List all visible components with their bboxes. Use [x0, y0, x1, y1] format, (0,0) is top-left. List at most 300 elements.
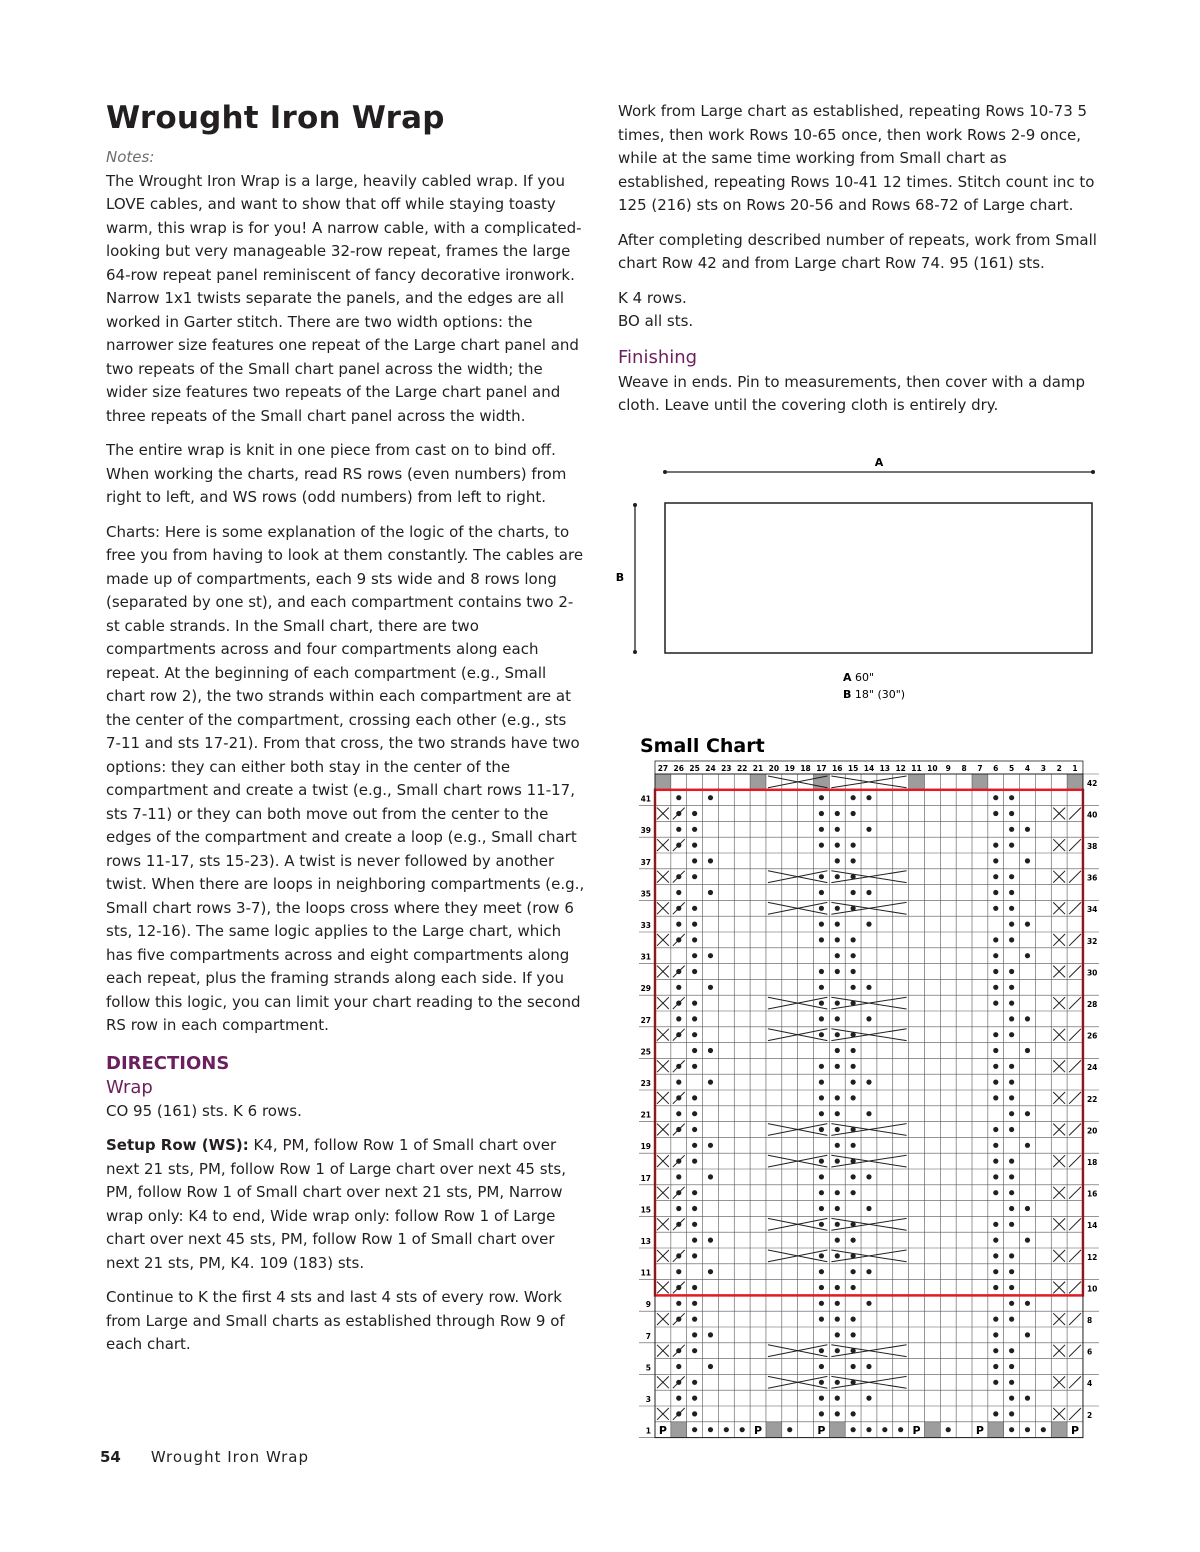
- purl-dot: [692, 874, 697, 879]
- page-footer: [100, 1448, 309, 1466]
- purl-dot: [819, 1127, 824, 1132]
- purl-dot: [835, 827, 840, 832]
- purl-dot: [835, 1016, 840, 1021]
- charts-explanation-paragraph: Charts: Here is some explanation of the logic of the charts, to free you from having to look at them constantly. The cables are made up of compartments, each 9 sts wide and 8 rows long (separated by one st), and each compartment contains two 2-st cable strands. In the Small chart, there are two compartments across and four compartments along each repeat. At the beginning of each compartment (e.g., Small chart row 2), the two strands within each compartment are at the center of the compartment, crossing each other (e.g., sts 7-11 and sts 17-21). From that cross, the two strands have two options: they can either both stay in the center of the compartment and create a twist (e.g., Small chart rows 11-17, sts 7-11) or they can both move out from the center to the edges of the compartment and create a loop (e.g., Small chart rows 11-17, sts 15-23). A twist is never followed by another twist. When there are loops in neighboring compartments (e.g., Small chart rows 3-7), the loops cross where they meet (row 6 sts, 12-16). The same logic applies to the Large chart, which has five compartments across and eight compartments along each repeat, plus the framing strands along each side. If you follow this logic, you can limit your chart reading to the second RS row in each compartment.: [106, 522, 585, 1034]
- purl-dot: [692, 1427, 697, 1432]
- purl-dot: [993, 1364, 998, 1369]
- purl-dot: [819, 922, 824, 927]
- stitch-number-label: 6: [993, 764, 999, 773]
- purl-dot: [1009, 874, 1014, 879]
- measurement-b: [843, 688, 905, 701]
- purl-dot: [676, 1016, 681, 1021]
- purl-dot: [851, 953, 856, 958]
- purl-dot: [692, 1032, 697, 1037]
- purl-dot: [851, 843, 856, 848]
- purl-dot: [835, 1317, 840, 1322]
- stitch-number-label: 24: [705, 764, 716, 773]
- purl-dot: [819, 1206, 824, 1211]
- purl-dot: [1009, 1016, 1014, 1021]
- purl-dot: [1025, 922, 1030, 927]
- purl-dot: [1025, 1111, 1030, 1116]
- cable-cross-line: [1069, 1124, 1081, 1136]
- purl-dot: [1025, 1301, 1030, 1306]
- purl-dot: [1025, 858, 1030, 863]
- purl-dot: [819, 969, 824, 974]
- purl-dot: [708, 1332, 713, 1337]
- repeat-instructions-paragraph: Work from Large chart as established, repeating Rows 10-73 5 times, then work Rows 10-65 once, then work Rows 2-9 once, while at the same time working from Small chart as established, repeating Rows 10-41 12 times. Stitch count inc to 125 (216) sts on Rows 20-56 and Rows 68-72 of Large chart.: [618, 102, 1095, 214]
- purl-dot: [692, 1317, 697, 1322]
- cable-cross-line: [673, 1124, 685, 1136]
- purl-dot: [1009, 985, 1014, 990]
- purl-dot: [676, 985, 681, 990]
- rs-row-label: 40: [1086, 810, 1098, 820]
- cable-cross-line: [1069, 808, 1081, 820]
- purl-dot: [692, 1095, 697, 1100]
- small-chart: [636, 730, 1106, 1450]
- purl-dot: [692, 1253, 697, 1258]
- purl-dot: [1009, 1127, 1014, 1132]
- purl-dot: [866, 1111, 871, 1116]
- purl-dot: [819, 1301, 824, 1306]
- finishing-heading: Finishing: [618, 346, 698, 368]
- purl-symbol: P: [753, 1424, 763, 1438]
- purl-dot: [692, 906, 697, 911]
- purl-dot: [993, 1380, 998, 1385]
- cast-on-paragraph: CO 95 (161) sts. K 6 rows.: [106, 1101, 302, 1120]
- purl-dot: [898, 1427, 903, 1432]
- stitch-number-label: 14: [863, 764, 875, 773]
- purl-dot: [993, 1285, 998, 1290]
- stitch-number-label: 12: [895, 764, 906, 773]
- purl-dot: [1009, 827, 1014, 832]
- purl-dot: [819, 843, 824, 848]
- stitch-number-label: 1: [1072, 764, 1078, 773]
- stitch-number-label: 20: [768, 764, 780, 773]
- purl-dot: [851, 811, 856, 816]
- no-stitch-cell: [909, 774, 925, 790]
- purl-dot: [835, 1380, 840, 1385]
- purl-dot: [993, 1317, 998, 1322]
- purl-dot: [1009, 1159, 1014, 1164]
- purl-dot: [819, 1174, 824, 1179]
- cable-cross-line: [673, 1282, 685, 1294]
- purl-dot: [835, 1159, 840, 1164]
- purl-dot: [708, 953, 713, 958]
- purl-dot: [1009, 922, 1014, 927]
- purl-dot: [835, 1190, 840, 1195]
- rs-row-label: 26: [1086, 1031, 1098, 1041]
- stitch-number-label: 5: [1009, 764, 1015, 773]
- rs-row-label: 2: [1086, 1410, 1093, 1420]
- purl-dot: [993, 906, 998, 911]
- purl-dot: [993, 1001, 998, 1006]
- ws-row-label: 1: [645, 1426, 651, 1436]
- purl-dot: [835, 1222, 840, 1227]
- finishing-paragraph: Weave in ends. Pin to measurements, then cover with a damp cloth. Leave until the covering cloth is entirely dry.: [618, 372, 1086, 414]
- purl-dot: [1009, 1317, 1014, 1322]
- small-chart-title: Small Chart: [640, 735, 765, 757]
- after-repeats-paragraph: After completing described number of repeats, work from Small chart Row 42 and from Large chart Row 74. 95 (161) sts.: [618, 230, 1097, 272]
- footer-title: Wrought Iron Wrap: [150, 1448, 309, 1466]
- purl-dot: [1009, 1301, 1014, 1306]
- purl-dot: [993, 843, 998, 848]
- rs-row-label: 24: [1086, 1063, 1098, 1073]
- purl-dot: [835, 1348, 840, 1353]
- purl-dot: [835, 1095, 840, 1100]
- purl-dot: [708, 795, 713, 800]
- purl-dot: [1009, 890, 1014, 895]
- ws-row-label: 33: [640, 921, 651, 930]
- ws-row-label: 41: [640, 794, 651, 804]
- purl-dot: [708, 890, 713, 895]
- purl-dot: [819, 1111, 824, 1116]
- cable-cross-line: [673, 1250, 685, 1262]
- purl-dot: [1009, 1064, 1014, 1069]
- purl-dot: [993, 1222, 998, 1227]
- purl-dot: [692, 922, 697, 927]
- small-chart-grid: [639, 761, 1099, 1438]
- cable-cross-line: [673, 1408, 685, 1420]
- purl-dot: [692, 1301, 697, 1306]
- purl-dot: [819, 811, 824, 816]
- ws-row-label: 21: [640, 1110, 651, 1120]
- purl-dot: [835, 1048, 840, 1053]
- height-label: B: [615, 571, 625, 584]
- rs-row-label: 42: [1086, 778, 1098, 788]
- rs-row-label: 28: [1086, 1000, 1098, 1009]
- measurement-a-value: 60": [851, 671, 875, 684]
- purl-dot: [819, 1253, 824, 1258]
- page-number: 54: [100, 1448, 121, 1466]
- cable-cross-line: [1069, 1313, 1081, 1325]
- purl-dot: [692, 969, 697, 974]
- purl-dot: [835, 843, 840, 848]
- purl-dot: [1025, 953, 1030, 958]
- purl-dot: [851, 1238, 856, 1243]
- purl-dot: [1009, 795, 1014, 800]
- stitch-number-label: 13: [879, 764, 891, 773]
- purl-dot: [1025, 1396, 1030, 1401]
- purl-dot: [993, 1238, 998, 1243]
- purl-dot: [866, 1427, 871, 1432]
- purl-dot: [1025, 1427, 1030, 1432]
- purl-dot: [993, 1080, 998, 1085]
- purl-dot: [819, 1032, 824, 1037]
- purl-dot: [1009, 1348, 1014, 1353]
- purl-dot: [819, 1016, 824, 1021]
- purl-dot: [866, 827, 871, 832]
- measurement-a: [843, 671, 874, 684]
- cable-cross-line: [673, 1092, 685, 1104]
- purl-dot: [1009, 1174, 1014, 1179]
- purl-dot: [993, 969, 998, 974]
- stitch-number-label: 19: [784, 764, 795, 773]
- cable-cross-line: [673, 1313, 685, 1325]
- purl-dot: [819, 1064, 824, 1069]
- cable-cross-line: [673, 871, 685, 883]
- knit-rows-line: K 4 rows.: [618, 288, 687, 307]
- measurement-b-key: B: [843, 688, 852, 701]
- purl-dot: [835, 874, 840, 879]
- purl-symbol: P: [912, 1424, 921, 1438]
- purl-dot: [819, 1095, 824, 1100]
- stitch-number-label: 26: [673, 764, 684, 773]
- width-label: A: [874, 456, 884, 469]
- stitch-number-label: 4: [1024, 764, 1031, 773]
- purl-dot: [866, 1269, 871, 1274]
- purl-symbol: P: [817, 1424, 826, 1438]
- stitch-number-label: 23: [721, 764, 732, 773]
- purl-dot: [993, 1159, 998, 1164]
- purl-dot: [851, 1411, 856, 1416]
- purl-dot: [993, 1253, 998, 1258]
- directions-heading: DIRECTIONS: [106, 1052, 230, 1074]
- rs-row-label: 8: [1086, 1316, 1093, 1325]
- purl-dot: [1009, 1364, 1014, 1369]
- cable-cross-line: [1069, 1029, 1081, 1041]
- purl-dot: [835, 1301, 840, 1306]
- no-stitch-cell: [655, 774, 671, 790]
- rs-row-label: 36: [1086, 873, 1098, 883]
- purl-dot: [866, 1174, 871, 1179]
- purl-symbol: P: [658, 1424, 667, 1438]
- ws-row-label: 27: [640, 1015, 651, 1025]
- no-stitch-cell: [750, 774, 766, 790]
- purl-dot: [1025, 827, 1030, 832]
- purl-dot: [692, 1143, 697, 1148]
- purl-dot: [1009, 1285, 1014, 1290]
- cable-cross-line: [1069, 997, 1081, 1009]
- purl-dot: [835, 1111, 840, 1116]
- cable-cross-line: [673, 902, 685, 914]
- construction-paragraph: The entire wrap is knit in one piece from cast on to bind off. When working the charts, read RS rows (even numbers) from right to left, and WS rows (odd numbers) from left to right.: [106, 441, 567, 506]
- purl-dot: [724, 1427, 729, 1432]
- cable-cross-line: [1069, 1345, 1081, 1357]
- purl-dot: [692, 1348, 697, 1353]
- no-stitch-cell: [829, 1422, 845, 1438]
- purl-dot: [993, 1348, 998, 1353]
- purl-dot: [692, 1238, 697, 1243]
- purl-dot: [835, 1411, 840, 1416]
- purl-symbol: P: [1070, 1424, 1080, 1438]
- purl-dot: [692, 1190, 697, 1195]
- purl-dot: [819, 985, 824, 990]
- purl-dot: [1009, 1080, 1014, 1085]
- purl-dot: [993, 1143, 998, 1148]
- purl-dot: [851, 1269, 856, 1274]
- purl-dot: [819, 1080, 824, 1085]
- purl-dot: [676, 827, 681, 832]
- purl-dot: [676, 795, 681, 800]
- purl-dot: [708, 1143, 713, 1148]
- purl-dot: [692, 843, 697, 848]
- purl-dot: [866, 985, 871, 990]
- purl-dot: [993, 953, 998, 958]
- cable-cross-line: [673, 1187, 685, 1199]
- purl-dot: [819, 1222, 824, 1227]
- no-stitch-cell: [988, 1422, 1004, 1438]
- ws-row-label: 35: [640, 889, 651, 899]
- purl-dot: [835, 1285, 840, 1290]
- purl-dot: [1025, 1143, 1030, 1148]
- purl-dot: [692, 1380, 697, 1385]
- cable-cross-line: [1069, 1250, 1081, 1262]
- purl-dot: [692, 858, 697, 863]
- purl-dot: [851, 1317, 856, 1322]
- no-stitch-cell: [924, 1422, 940, 1438]
- purl-dot: [1009, 937, 1014, 942]
- ws-row-label: 9: [645, 1300, 651, 1310]
- purl-dot: [835, 811, 840, 816]
- cable-cross-line: [673, 966, 685, 978]
- purl-dot: [851, 1095, 856, 1100]
- purl-dot: [835, 858, 840, 863]
- purl-dot: [708, 858, 713, 863]
- notes-label: Notes:: [106, 148, 155, 166]
- purl-dot: [1025, 1016, 1030, 1021]
- purl-dot: [692, 1206, 697, 1211]
- cable-cross-line: [1069, 902, 1081, 914]
- bind-off-line: BO all sts.: [618, 312, 694, 330]
- height-dimension-end-bottom: [633, 650, 637, 654]
- purl-dot: [676, 1206, 681, 1211]
- purl-dot: [1009, 1396, 1014, 1401]
- no-stitch-cell: [1067, 774, 1083, 790]
- purl-dot: [692, 1285, 697, 1290]
- rs-row-label: 6: [1086, 1347, 1093, 1357]
- stitch-number-label: 2: [1056, 764, 1062, 773]
- purl-dot: [692, 811, 697, 816]
- cable-cross-line: [1069, 934, 1081, 946]
- purl-dot: [835, 1206, 840, 1211]
- ws-row-label: 29: [640, 984, 651, 994]
- purl-dot: [1041, 1427, 1046, 1432]
- rs-row-label: 22: [1086, 1094, 1098, 1104]
- purl-dot: [882, 1427, 887, 1432]
- purl-dot: [866, 1396, 871, 1401]
- ws-row-label: 23: [640, 1079, 651, 1088]
- ws-row-label: 3: [645, 1395, 651, 1404]
- ws-row-label: 17: [640, 1173, 651, 1183]
- purl-dot: [851, 795, 856, 800]
- purl-dot: [835, 1396, 840, 1401]
- stitch-number-label: 11: [911, 764, 922, 773]
- purl-dot: [708, 1048, 713, 1053]
- purl-dot: [1009, 1411, 1014, 1416]
- purl-dot: [819, 795, 824, 800]
- rs-row-label: 4: [1086, 1379, 1093, 1389]
- purl-dot: [692, 1064, 697, 1069]
- purl-dot: [835, 1143, 840, 1148]
- purl-dot: [676, 890, 681, 895]
- purl-dot: [692, 1332, 697, 1337]
- purl-dot: [819, 906, 824, 911]
- purl-dot: [787, 1427, 792, 1432]
- stitch-number-label: 10: [927, 764, 938, 773]
- purl-dot: [819, 1364, 824, 1369]
- rs-row-label: 30: [1086, 968, 1098, 978]
- purl-dot: [866, 1206, 871, 1211]
- no-stitch-cell: [766, 1422, 782, 1438]
- purl-dot: [851, 1285, 856, 1290]
- purl-dot: [851, 1143, 856, 1148]
- purl-dot: [819, 1159, 824, 1164]
- purl-dot: [835, 1032, 840, 1037]
- ws-row-label: 25: [640, 1047, 651, 1057]
- purl-dot: [993, 1269, 998, 1274]
- page-title: Wrought Iron Wrap: [106, 100, 445, 136]
- purl-dot: [1009, 1001, 1014, 1006]
- purl-dot: [1009, 1380, 1014, 1385]
- rs-row-label: 14: [1086, 1221, 1098, 1231]
- purl-dot: [676, 1396, 681, 1401]
- purl-dot: [819, 874, 824, 879]
- purl-dot: [835, 1127, 840, 1132]
- cable-cross-line: [1069, 1155, 1081, 1167]
- ws-row-label: 7: [645, 1331, 651, 1341]
- stitch-number-label: 16: [832, 764, 843, 773]
- wrap-rectangle: [665, 503, 1092, 653]
- purl-dot: [851, 1364, 856, 1369]
- ws-row-label: 11: [640, 1268, 651, 1278]
- purl-dot: [851, 969, 856, 974]
- setup-row-paragraph: [106, 1134, 586, 1275]
- purl-dot: [1009, 811, 1014, 816]
- stitch-number-label: 18: [800, 764, 811, 773]
- cable-cross-line: [1069, 1408, 1081, 1420]
- purl-dot: [1009, 1111, 1014, 1116]
- purl-dot: [676, 1301, 681, 1306]
- purl-dot: [866, 1016, 871, 1021]
- purl-dot: [692, 1222, 697, 1227]
- ws-row-label: 13: [640, 1237, 651, 1246]
- purl-dot: [819, 1396, 824, 1401]
- purl-dot: [851, 1048, 856, 1053]
- purl-dot: [835, 1253, 840, 1258]
- purl-dot: [708, 1174, 713, 1179]
- purl-dot: [692, 1411, 697, 1416]
- purl-dot: [993, 1190, 998, 1195]
- wrap-heading: Wrap: [106, 1076, 153, 1098]
- cable-cross-line: [673, 1218, 685, 1230]
- purl-dot: [993, 874, 998, 879]
- purl-dot: [835, 1238, 840, 1243]
- cable-cross-line: [1069, 1376, 1081, 1388]
- stitch-number-label: 15: [847, 764, 859, 773]
- cable-cross-line: [673, 1060, 685, 1072]
- purl-dot: [676, 922, 681, 927]
- ws-row-label: 15: [640, 1205, 651, 1215]
- purl-dot: [1009, 1190, 1014, 1195]
- purl-dot: [851, 937, 856, 942]
- purl-dot: [993, 985, 998, 990]
- continue-paragraph: Continue to K the first 4 sts and last 4 sts of every row. Work from Large and Small charts as established through Row 9 of each chart.: [106, 1288, 565, 1353]
- purl-dot: [1009, 1206, 1014, 1211]
- purl-dot: [866, 1364, 871, 1369]
- purl-dot: [676, 1111, 681, 1116]
- cable-cross-line: [673, 1345, 685, 1357]
- purl-dot: [692, 1159, 697, 1164]
- ws-row-label: 31: [640, 952, 651, 962]
- purl-dot: [851, 1427, 856, 1432]
- stitch-number-label: 8: [961, 764, 967, 773]
- cable-cross-line: [673, 839, 685, 851]
- purl-dot: [1009, 1032, 1014, 1037]
- rs-row-label: 38: [1086, 842, 1098, 851]
- purl-dot: [835, 937, 840, 942]
- right-column: [618, 100, 1098, 429]
- purl-dot: [708, 1364, 713, 1369]
